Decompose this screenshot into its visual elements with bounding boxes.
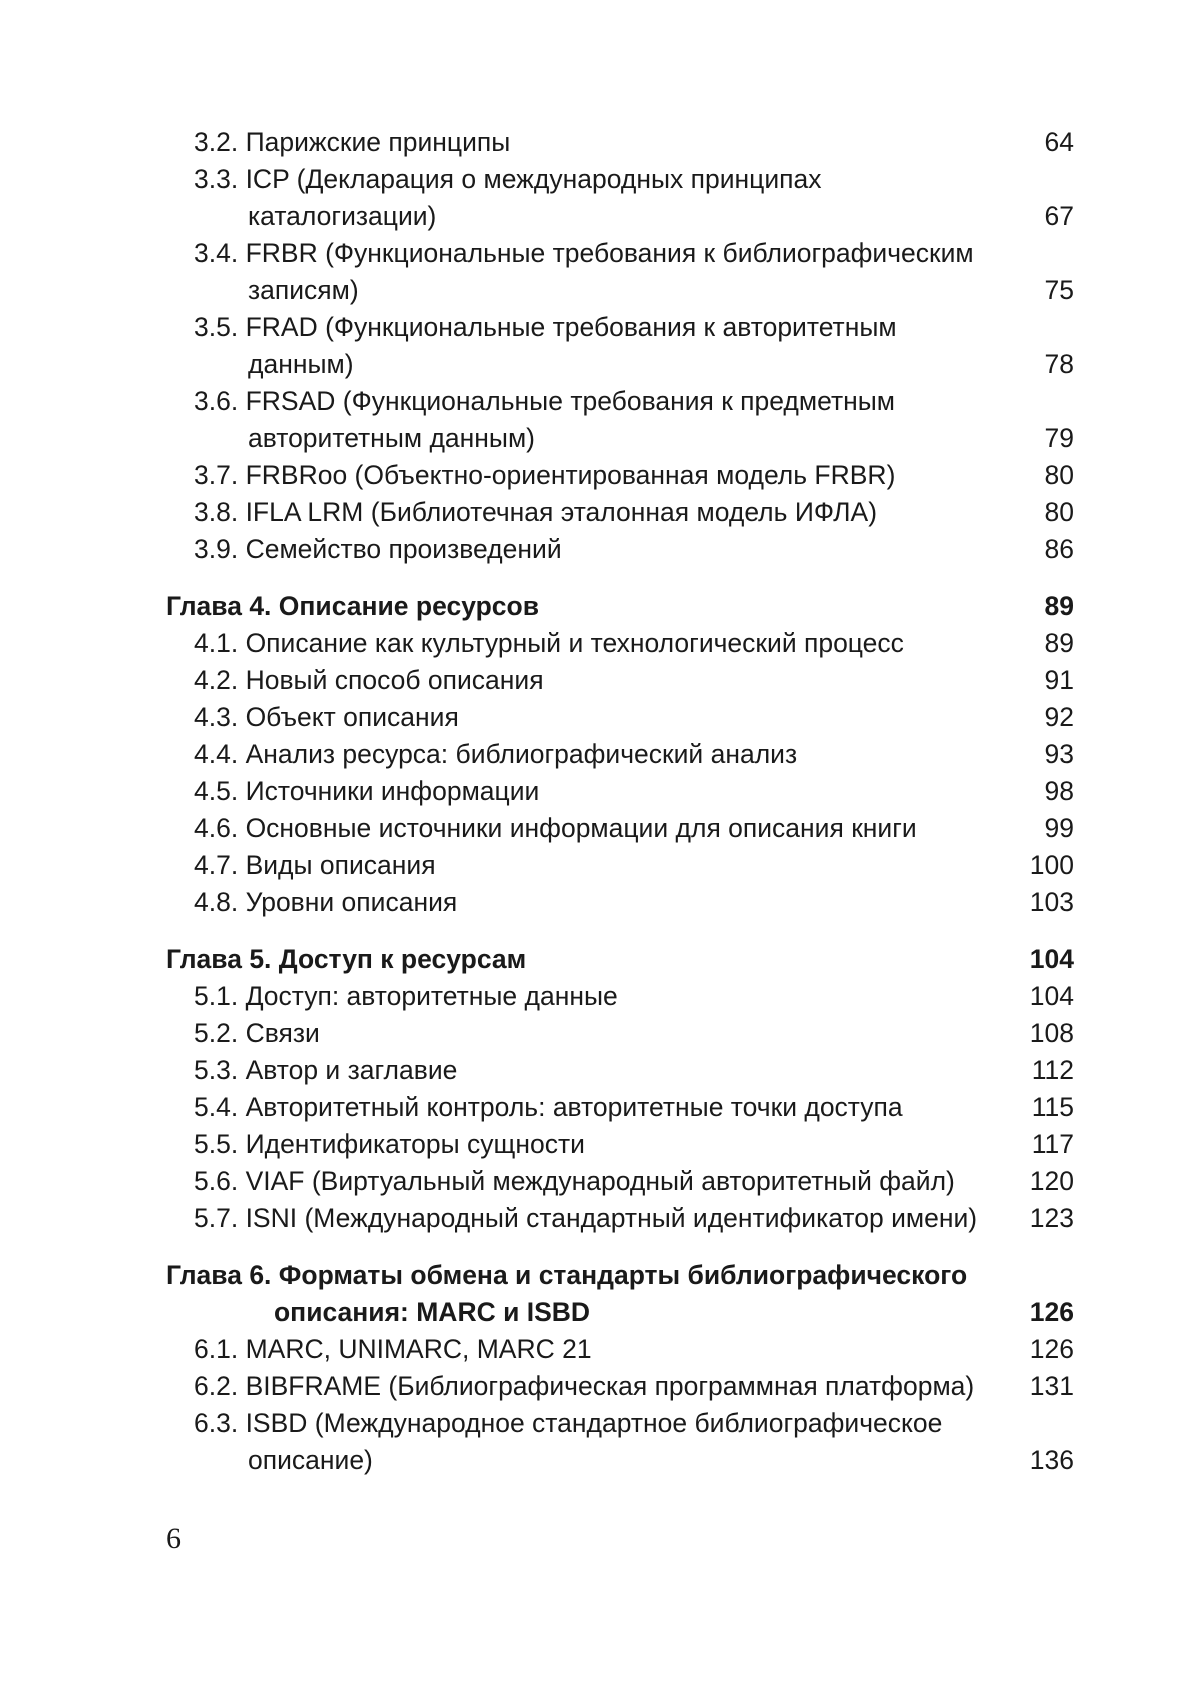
toc-page-number: 123 — [1029, 1203, 1074, 1233]
toc-title: 4.7. Виды описания — [194, 850, 436, 880]
toc-entry — [166, 662, 1074, 699]
toc-title: 4.8. Уровни описания — [194, 887, 458, 917]
toc-page-number: 89 — [1044, 591, 1074, 621]
toc-title: 4.1. Описание как культурный и технологический процесс — [194, 628, 904, 658]
toc-page-number: 98 — [1044, 776, 1074, 806]
toc-title: 3.7. FRBRoo (Объектно-ориентированная модель FRBR) — [194, 460, 896, 490]
toc-page-number: 108 — [1029, 1018, 1074, 1048]
toc-entry — [166, 309, 1074, 383]
toc-entry — [166, 699, 1074, 736]
toc-entry — [166, 494, 1074, 531]
toc-page-number: 115 — [1031, 1092, 1074, 1122]
toc-page-number: 131 — [1029, 1371, 1074, 1401]
toc-line — [194, 1052, 1074, 1089]
toc-line — [194, 1405, 1074, 1442]
toc-title: 3.8. IFLA LRM (Библиотечная эталонная модель ИФЛА) — [194, 497, 878, 527]
toc-title: 4.6. Основные источники информации для описания книги — [194, 813, 917, 843]
toc-entry — [166, 773, 1074, 810]
toc-title: 3.3. ICP (Декларация о международных принципах — [194, 164, 822, 194]
toc-page-number: 112 — [1031, 1055, 1074, 1085]
toc-line — [194, 1126, 1074, 1163]
toc-line — [194, 1163, 1074, 1200]
toc-entry — [166, 1015, 1074, 1052]
toc-line — [194, 736, 1074, 773]
toc-line — [194, 494, 1074, 531]
toc-line — [194, 1089, 1074, 1126]
toc-line — [194, 1200, 1074, 1237]
toc-entry — [166, 1200, 1074, 1237]
toc-line — [166, 941, 1074, 978]
toc-line — [194, 1442, 1074, 1479]
toc-entry — [166, 457, 1074, 494]
toc-line — [166, 1294, 1074, 1331]
toc-page-number: 126 — [1029, 1334, 1074, 1364]
toc-chapter — [166, 588, 1074, 625]
toc-title: Глава 5. Доступ к ресурсам — [166, 944, 527, 974]
toc-line — [194, 124, 1074, 161]
toc-page-number: 104 — [1029, 944, 1074, 974]
toc-entry — [166, 235, 1074, 309]
toc-line — [194, 235, 1074, 272]
toc-line — [194, 699, 1074, 736]
toc-entry — [166, 531, 1074, 568]
toc-title: 6.2. BIBFRAME (Библиографическая программная платформа) — [194, 1371, 975, 1401]
toc-page-number: 100 — [1029, 850, 1074, 880]
toc-line — [194, 978, 1074, 1015]
toc-title: описание) — [248, 1445, 373, 1475]
toc-line — [194, 847, 1074, 884]
toc-entry — [166, 625, 1074, 662]
toc-entry — [166, 810, 1074, 847]
toc-title: 5.2. Связи — [194, 1018, 320, 1048]
toc-page-number: 93 — [1044, 739, 1074, 769]
toc-line — [194, 1331, 1074, 1368]
table-of-contents — [166, 124, 1074, 1479]
toc-entry — [166, 978, 1074, 1015]
toc-title: 6.3. ISBD (Международное стандартное библиографическое — [194, 1408, 943, 1438]
toc-page-number: 92 — [1044, 702, 1074, 732]
toc-entry — [166, 161, 1074, 235]
toc-entry — [166, 1089, 1074, 1126]
toc-entry — [166, 847, 1074, 884]
toc-line — [166, 1257, 1074, 1294]
toc-page-number: 89 — [1044, 628, 1074, 658]
toc-entry — [166, 1052, 1074, 1089]
toc-title: 5.5. Идентификаторы сущности — [194, 1129, 585, 1159]
toc-chapter — [166, 941, 1074, 978]
toc-line — [194, 420, 1074, 457]
toc-title: 3.2. Парижские принципы — [194, 127, 511, 157]
toc-line — [194, 531, 1074, 568]
toc-title: каталогизации) — [248, 201, 437, 231]
toc-page-number: 126 — [1029, 1297, 1074, 1327]
toc-entry — [166, 736, 1074, 773]
toc-title: 4.2. Новый способ описания — [194, 665, 544, 695]
toc-title: 5.4. Авторитетный контроль: авторитетные точки доступа — [194, 1092, 903, 1122]
toc-title: 5.1. Доступ: авторитетные данные — [194, 981, 618, 1011]
toc-title: 4.5. Источники информации — [194, 776, 540, 806]
toc-entry — [166, 1405, 1074, 1479]
toc-page-number: 117 — [1031, 1129, 1074, 1159]
toc-page-number: 75 — [1044, 275, 1074, 305]
toc-line — [194, 625, 1074, 662]
toc-entry — [166, 383, 1074, 457]
toc-page-number: 79 — [1044, 423, 1074, 453]
toc-page-number: 91 — [1044, 665, 1074, 695]
page-number: 6 — [166, 1522, 181, 1555]
toc-chapter — [166, 1257, 1074, 1331]
toc-title: 3.9. Семейство произведений — [194, 534, 562, 564]
toc-entry — [166, 1126, 1074, 1163]
toc-entry — [166, 1368, 1074, 1405]
toc-line — [194, 309, 1074, 346]
toc-page-number: 78 — [1044, 349, 1074, 379]
toc-entry — [166, 1331, 1074, 1368]
toc-entry — [166, 1163, 1074, 1200]
toc-line — [194, 662, 1074, 699]
toc-title: 3.5. FRAD (Функциональные требования к авторитетным — [194, 312, 897, 342]
toc-title: записям) — [248, 275, 359, 305]
toc-line — [194, 884, 1074, 921]
toc-line — [194, 272, 1074, 309]
toc-title: 5.6. VIAF (Виртуальный международный авторитетный файл) — [194, 1166, 955, 1196]
toc-title: описания: MARC и ISBD — [274, 1297, 591, 1327]
toc-page-number: 104 — [1029, 981, 1074, 1011]
toc-title: 3.6. FRSAD (Функциональные требования к предметным — [194, 386, 896, 416]
toc-title: 6.1. MARC, UNIMARC, MARC 21 — [194, 1334, 592, 1364]
toc-line — [194, 810, 1074, 847]
toc-line — [194, 457, 1074, 494]
toc-title: Глава 4. Описание ресурсов — [166, 591, 539, 621]
toc-page-number: 120 — [1029, 1166, 1074, 1196]
toc-title: Глава 6. Форматы обмена и стандарты библиографического — [166, 1260, 968, 1290]
toc-line — [194, 1015, 1074, 1052]
toc-line — [194, 198, 1074, 235]
toc-title: 5.7. ISNI (Международный стандартный идентификатор имени) — [194, 1203, 978, 1233]
toc-page-number: 136 — [1029, 1445, 1074, 1475]
toc-title: 4.3. Объект описания — [194, 702, 459, 732]
toc-line — [194, 161, 1074, 198]
toc-title: 5.3. Автор и заглавие — [194, 1055, 458, 1085]
toc-page-number: 64 — [1044, 127, 1074, 157]
toc-page-number: 86 — [1044, 534, 1074, 564]
toc-title: данным) — [248, 349, 354, 379]
toc-line — [194, 346, 1074, 383]
toc-title: 4.4. Анализ ресурса: библиографический анализ — [194, 739, 798, 769]
toc-title: авторитетным данным) — [248, 423, 536, 453]
toc-page-number: 103 — [1029, 887, 1074, 917]
toc-line — [194, 383, 1074, 420]
toc-entry — [166, 124, 1074, 161]
toc-line — [194, 773, 1074, 810]
toc-page-number: 80 — [1044, 497, 1074, 527]
toc-line — [166, 588, 1074, 625]
toc-page-number: 80 — [1044, 460, 1074, 490]
toc-entry — [166, 884, 1074, 921]
toc-page-number: 99 — [1044, 813, 1074, 843]
toc-title: 3.4. FRBR (Функциональные требования к библиографическим — [194, 238, 974, 268]
toc-page-number: 67 — [1044, 201, 1074, 231]
toc-line — [194, 1368, 1074, 1405]
